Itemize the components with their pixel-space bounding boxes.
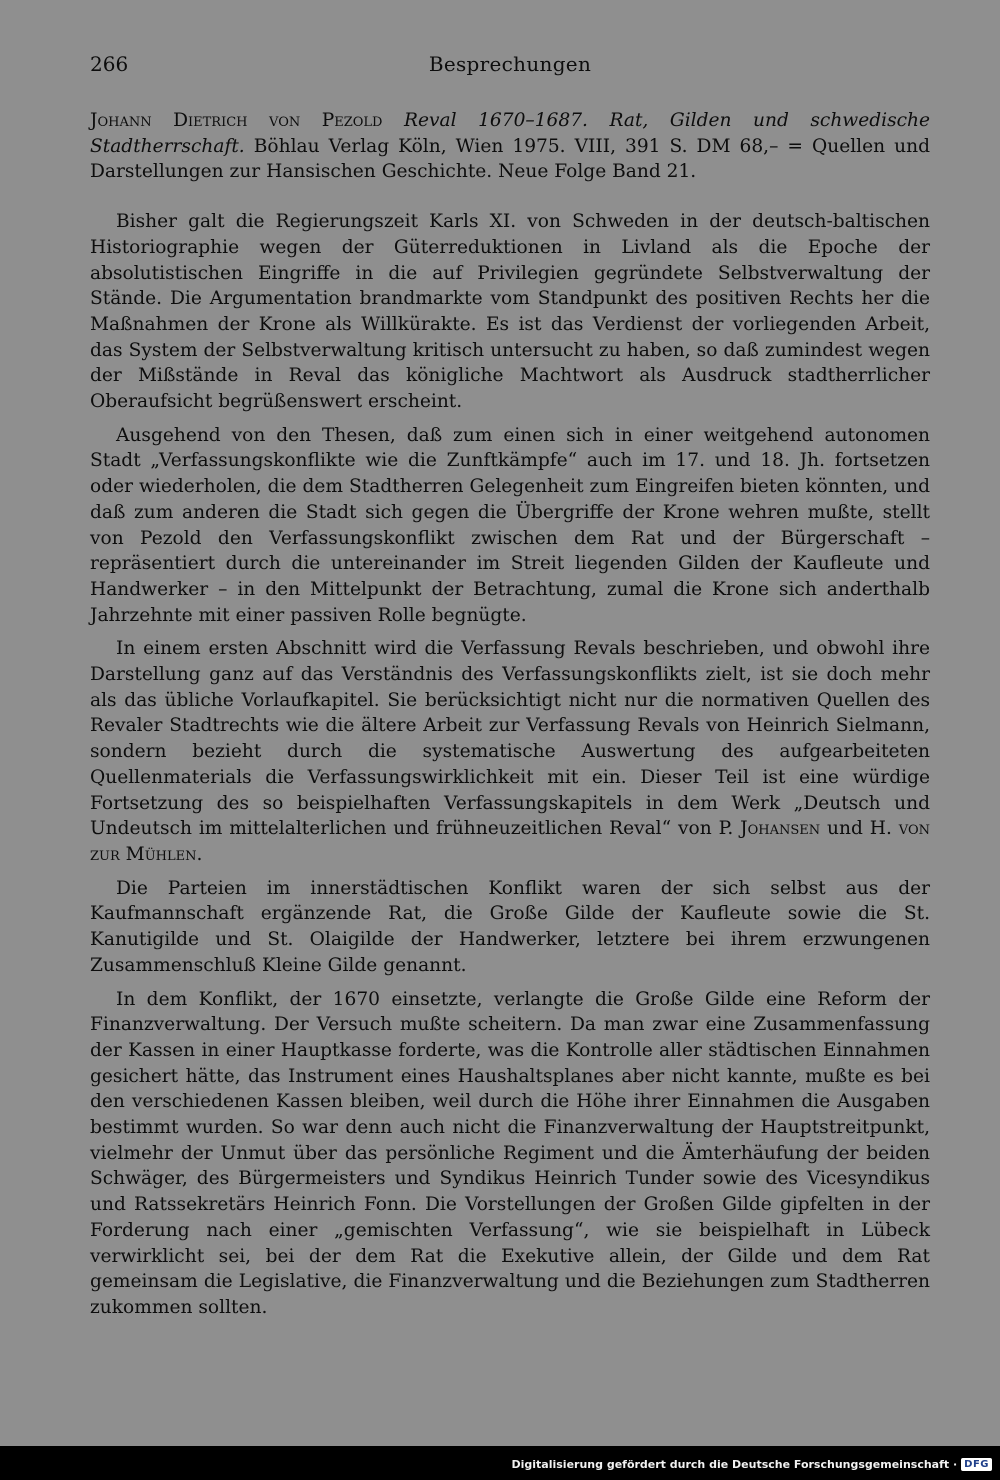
paragraph-5: In dem Konflikt, der 1670 einsetzte, verlangte die Große Gilde eine Reform der Finanzverwaltung. Der Versuch mußte scheitern. Da man zwar eine Zusammenfassung der Kassen in einer Hauptkasse forderte, was die Kontrolle aller städtischen Einnahmen gesichert hätte, das Instrument eines Haushaltsplanes aber nicht kannte, mußte es bei den verschiedenen Kassen bleiben, weil durch die Höhe ihrer Einnahmen die Ausgaben bestimmt wurden. So war denn auch nicht die Finanzverwaltung der Hauptstreitpunkt, vielmehr der Unmut über das persönliche Regiment und die Ämterhäufung der beiden Schwäger, des Bürgermeisters und Syndikus Heinrich Tunder sowie des Vicesyndikus und Ratssekretärs Heinrich Fonn. Die Vorstellungen der Großen Gilde gipfelten in der Forderung nach einer „gemischten Verfassung“, wie sie beispielhaft in Lübeck verwirklicht sei, bei der dem Rat die Exekutive allein, der Gilde und dem Rat gemeinsam die Legislative, die Finanzverwaltung und die Beziehungen zum Stadtherren zukommen sollten. xyxy=(90,988,930,1318)
running-head: Besprechungen xyxy=(428,52,592,76)
paragraph-3 xyxy=(90,636,930,867)
paragraph-4: Die Parteien im innerstädtischen Konflikt waren der sich selbst aus der Kaufmannschaft ergänzende Rat, die Große Gilde der Kaufleute sowie die St. Kanutigilde und St. Olaigilde der Handwerker, letztere bei ihrem erzwungenen Zusammenschluß Kleine Gilde genannt. xyxy=(90,877,930,976)
digitization-footer xyxy=(511,1454,992,1474)
dfg-logo: DFG xyxy=(961,1458,992,1471)
paragraph-2: Ausgehend von den Thesen, daß zum einen sich in einer weitgehend autonomen Stadt „Verfassungskonflikte wie die Zunftkämpfe“ auch im 17. und 18. Jh. fortsetzen oder wiederholen, die dem Stadtherren Gelegenheit zum Eingreifen bieten könnten, und daß zum anderen die Stadt sich gegen die Übergriffe der Krone wehren mußte, stellt von Pezold den Verfassungskonflikt zwischen dem Rat und der Bürgerschaft – repräsentiert durch die untereinander im Streit liegenden Gilden der Kaufleute und Handwerker – in den Mittelpunkt der Betrachtung, zumal die Krone sich anderthalb Jahrzehnte mit einer passiven Rolle begnügte. xyxy=(90,424,930,626)
author-name-johansen: P. Johansen xyxy=(718,818,821,840)
citation-details: Böhlau Verlag Köln, Wien 1975. VIII, 391 S. DM 68,– = Quellen und Darstellungen zur Hansischen Geschichte. Neue Folge Band 21. xyxy=(90,135,930,183)
page-number: 266 xyxy=(90,52,129,76)
citation-author: Johann Dietrich von Pezold xyxy=(90,110,383,131)
review-body xyxy=(90,108,930,1329)
paragraph-3-end: . xyxy=(196,843,203,865)
paragraph-3-text: In einem ersten Abschnitt wird die Verfassung Revals beschrieben, und obwohl ihre Darstellung ganz auf das Verständnis des Verfassungskonflikts zielt, ist sie doch mehr als das übliche Vorlaufkapitel. Sie berücksichtigt nicht nur die normativen Quellen des Revaler Stadtrechts wie die ältere Arbeit zur Verfassung Revals von Heinrich Sielmann, sondern bezieht durch die systematische Auswertung des aufgearbeiteten Quellenmaterials die Verfassungswirklichkeit mit ein. Dieser Teil ist eine würdige Fortsetzung des so beispielhaften Verfassungskapitels in dem Werk „Deutsch und Undeutsch im mittelalterlichen und frühneuzeitlichen Reval“ von xyxy=(90,638,930,840)
bibliographic-citation xyxy=(90,108,930,185)
page-header xyxy=(90,52,930,82)
citation-title: Reval 1670–1687. Rat, Gilden und schwedische Stadtherrschaft. xyxy=(90,110,931,157)
paragraph-3-connector: und xyxy=(827,818,863,840)
paragraph-1: Bisher galt die Regierungszeit Karls XI. von Schweden in der deutsch-baltischen Historiographie wegen der Güterreduktionen in Livland als die Epoche der absolutistischen Eingriffe in die auf Privilegien gegründete Selbstverwaltung der Stände. Die Argumentation brandmarkte vom Standpunkt des positiven Rechts her die Maßnahmen der Krone als Willkürakte. Es ist das Verdienst der vorliegenden Arbeit, das System der Selbstverwaltung kritisch untersucht zu haben, so daß zumindest wegen der Mißstände in Reval das königliche Machtwort als Ausdruck stadtherrlicher Oberaufsicht begrüßenswert erscheint. xyxy=(90,211,930,413)
footer-text: Digitalisierung gefördert durch die Deutsche Forschungsgemeinschaft · xyxy=(511,1457,958,1471)
author-name-muehlen: H. von zur Mühlen xyxy=(90,818,930,865)
